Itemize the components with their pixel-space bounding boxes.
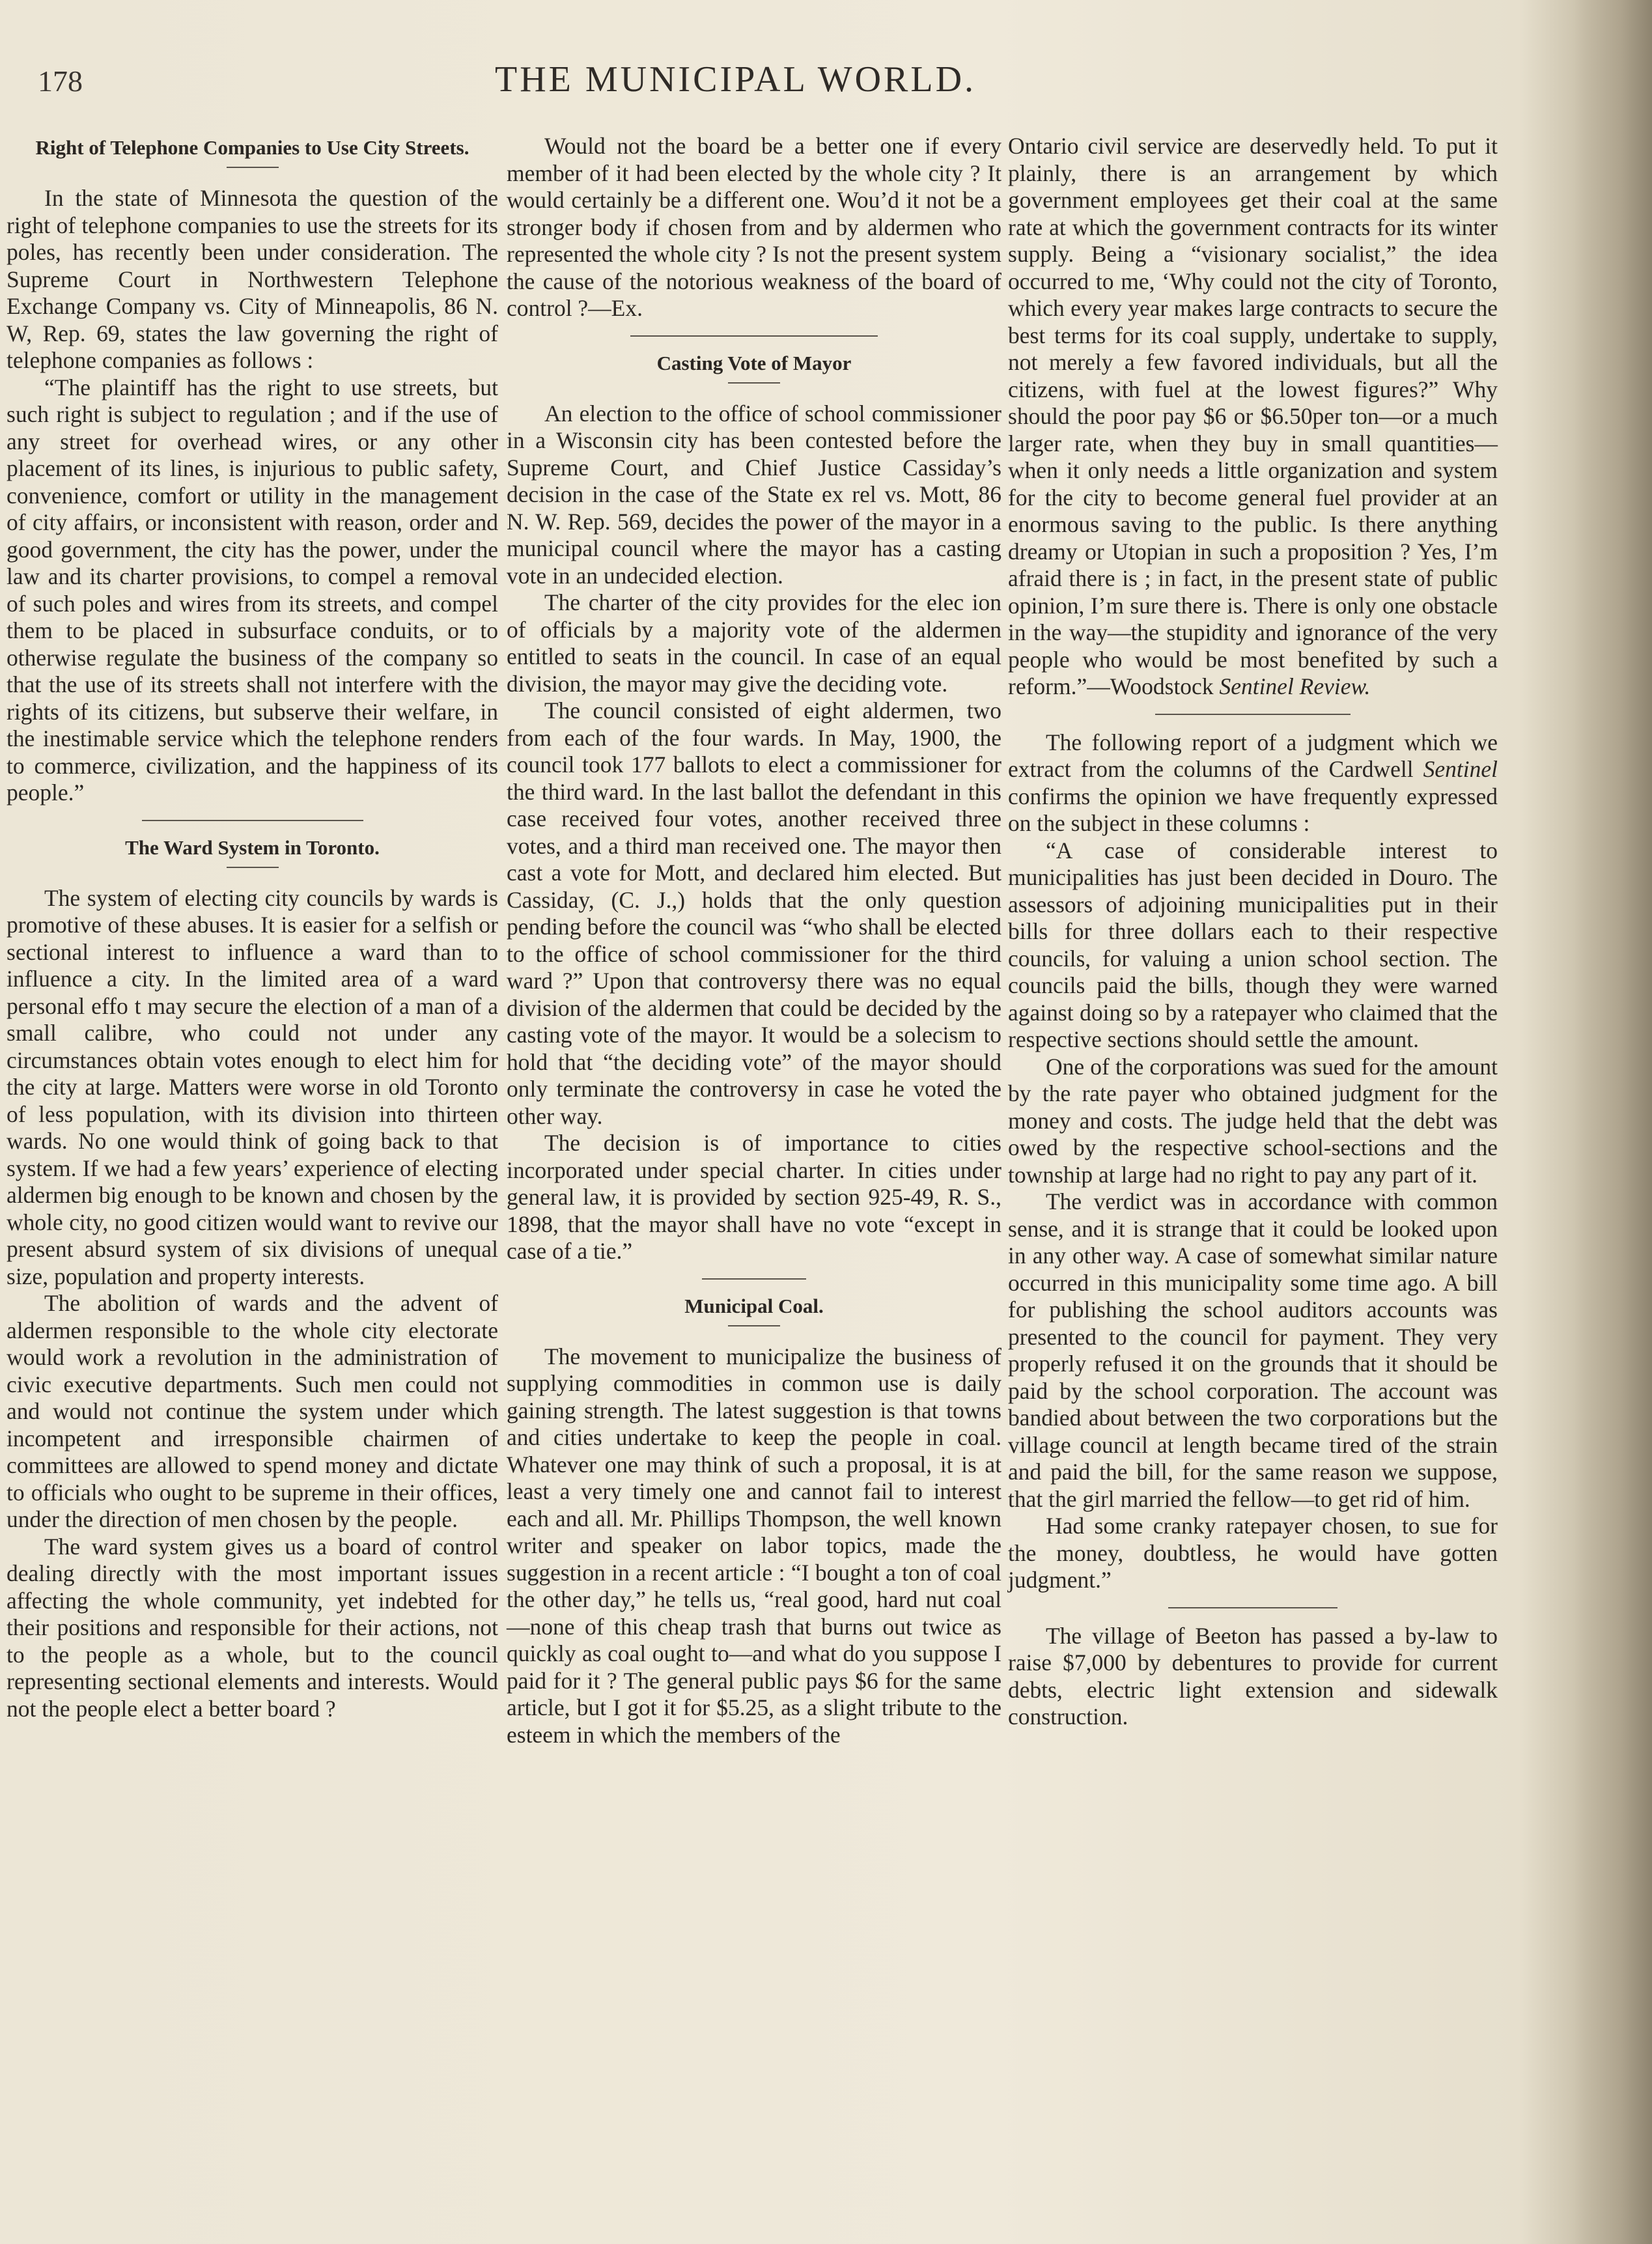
page-header (0, 59, 1652, 117)
section-divider (1155, 714, 1351, 715)
article-paragraph: The abolition of wards and the advent of aldermen responsible to the whole city electorate would work a revolution in the administration of civic executive departments. Such men could not and would not continue the system under which incompetent and irresponsible chairmen of committees are allowed to spend money and dictate to officials who ought to be supreme in their offices, under the direction of men chosen by the people. (7, 1290, 498, 1532)
page-number: 178 (38, 64, 83, 98)
section-divider (630, 335, 878, 337)
short-divider (728, 1325, 780, 1326)
source-citation: Sentinel Review. (1219, 673, 1371, 699)
column-3 (1008, 133, 1498, 1731)
article-paragraph: “A case of considerable interest to municipalities has just been decided in Douro. The assessors of adjoining municipalities put in their bills for three dollars each to their respective councils, for valuing a union school section. The councils paid the bills, though they were warned against doing so by a ratepayer who claimed that the respective sections should settle the amount. (1008, 837, 1498, 1052)
article-paragraph: The council consisted of eight aldermen, two from each of the four wards. In May, 1900, the council took 177 ballots to elect a commissioner for the third ward. In the last ballot the defendant in this case received four votes, another received three votes, and a third man received one. The mayor then cast a vote for Mott, and declared him elected. But Cassiday, (C. J.,) holds that the only question pending before the council was “who shall be elected to the office of school commissioner for the third ward ?” Upon that controversy there was no equal division of the aldermen that could be decided by the casting vote of the mayor. It would be a solecism to hold that “the deciding vote” of the mayor should only terminate the controversy in case he voted the other way. (507, 697, 1001, 1129)
article-heading: Municipal Coal. (684, 1294, 824, 1317)
article-paragraph: An election to the office of school commissioner in a Wisconsin city has been contested before the Supreme Court, and Chief Justice Cassiday’s decision in the case of the State ex rel vs. Mott, 86 N. W. Rep. 569, decides the power of the mayor in a municipal council where the mayor has a casting vote in an undecided election. (507, 400, 1001, 589)
source-citation: Sentinel (1423, 756, 1498, 782)
short-divider (227, 867, 279, 868)
article-heading: The Ward System in Toronto. (125, 835, 380, 859)
section-divider (1168, 1607, 1337, 1608)
column-2 (507, 133, 1001, 1748)
article-paragraph: The verdict was in accordance with common sense, and it is strange that it could be looked upon in any other way. A case of somewhat similar nature occurred in this municipality some time ago. A bill for publishing the school auditors accounts was presented to the council for payment. They very properly refused it on the grounds that it should be paid by the school corporation. The account was bandied about between the two corporations but the village council at length became tired of the strain and paid the bill, for the same reason we suppose, that the girl married the fellow—to get rid of him. (1008, 1188, 1498, 1512)
article-paragraph: “The plaintiff has the right to use streets, but such right is subject to regulation ; and if the use of any street for overhead wires, or any other placement of its lines, is injurious to public safety, convenience, comfort or utility in the management of city affairs, or inconsistent with reason, order and good government, the city has the power, under the law and its charter provisions, to compel a removal of such poles and wires from its streets, and compel them to be placed in subsurface conduits, or to otherwise regulate the business of the company so that the use of its streets shall not interfere with the rights of its citizens, but subserve their welfare, in the inestimable service which the telephone renders to commerce, civilization, and the happiness of its people.” (7, 374, 498, 806)
article-paragraph: The ward system gives us a board of control dealing directly with the most important issues affecting the whole community, yet indebted for their positions and responsible for their actions, not to the people as a whole, but to the council representing sectional elements and interests. Would not the people elect a better board ? (7, 1533, 498, 1722)
page-edge-shadow (1574, 0, 1652, 2244)
article-paragraph: The system of electing city councils by wards is promotive of these abuses. It is easier for a selfish or sectional interest to influence a ward than to influence a city. In the limited area of a ward personal effo t may secure the election of a man of a small calibre, who could not under any circumstances obtain votes enough to elect him for the city at large. Matters were worse in old Toronto of less population, with its division into thirteen wards. No one would think of going back to that system. If we had a few years’ experience of electing aldermen big enough to be known and chosen by the whole city, no good citizen would want to revive our present absurd system of six divisions of unequal size, population and property interests. (7, 884, 498, 1289)
publication-title: THE MUNICIPAL WORLD. (495, 59, 977, 100)
article-heading: Right of Telephone Companies to Use City Streets. (35, 136, 469, 159)
article-paragraph: In the state of Minnesota the question of the right of telephone companies to use the streets for its poles, has recently been under consideration. The Supreme Court in Northwestern Telephone Exchange Company vs. City of Minneapolis, 86 N. W, Rep. 69, states the law governing the right of telephone companies as follows : (7, 185, 498, 373)
article-paragraph: Would not the board be a better one if every member of it had been elected by the whole city ? It would certainly be a different one. Wou’d it not be a stronger body if chosen from and by aldermen who represented the whole city ? Is not the present system the cause of the notorious weakness of the board of control ?—Ex. (507, 133, 1001, 321)
article-paragraph (1008, 729, 1498, 837)
short-divider (227, 167, 279, 168)
article-paragraph: The charter of the city provides for the elec ion of officials by a majority vote of the aldermen entitled to seats in the council. In case of an equal division, the mayor may give the deciding vote. (507, 589, 1001, 697)
article-text: Ontario civil service are deservedly held. To put it plainly, there is an arrangement by which government employees get their coal at the same rate at which the government contracts for its winter supply. Being a “visionary socialist,” the idea occurred to me, ‘Why could not the city of Toronto, which every year makes large contracts to secure the best terms for its coal supply, undertake to supply, not merely a few favored individuals, but all the citizens, with fuel at the lowest figures?” Why should the poor pay $6 or $6.50per ton—or a much larger rate, when they buy in small quantities—when it only needs a little organization and system for the city to become general fuel provider at an enormous saving to the public. Is there anything dreamy or Utopian in such a proposition ? Yes, I’m afraid there is ; in fact, in the present state of public opinion, I’m sure there is. There is only one obstacle in the way—the stupidity and ignorance of the very people who would be most benefited by such a reform.”—Woodstock (1008, 133, 1498, 699)
article-text: The following report of a judgment which we extract from the columns of the Cardwell (1008, 729, 1498, 782)
article-paragraph: The decision is of importance to cities incorporated under special charter. In cities under general law, it is provided by section 925-49, R. S., 1898, that the mayor shall have no vote “except in case of a tie.” (507, 1130, 1001, 1264)
article-paragraph: Had some cranky ratepayer chosen, to sue for the money, doubtless, he would have gotten judgment.” (1008, 1513, 1498, 1593)
short-divider (728, 382, 780, 384)
section-divider (142, 820, 363, 821)
article-paragraph (1008, 133, 1498, 701)
article-paragraph: The movement to municipalize the business of supplying commodities in common use is daily gaining strength. The latest suggestion is that towns and cities undertake to keep the people in coal. Whatever one may think of such a proposal, it is at least a very timely one and cannot fail to interest each and all. Mr. Phillips Thompson, the well known writer and speaker on labor topics, made the suggestion in a recent article : “I bought a ton of coal the other day,” he tells us, “real good, hard nut coal—none of this cheap trash that burns out twice as quickly as coal ought to—and what do you suppose I paid for it ? The general public pays $6 for the same article, but I got it for $5.25, as a slight tribute to the esteem in which the members of the (507, 1343, 1001, 1748)
article-heading: Casting Vote of Mayor (656, 351, 852, 374)
article-paragraph: One of the corporations was sued for the amount by the rate payer who obtained judgment for the money and costs. The judge held that the debt was owed by the respective school-sections and the township at large had no right to pay any part of it. (1008, 1053, 1498, 1188)
section-divider (702, 1278, 806, 1280)
article-paragraph: The village of Beeton has passed a by-law to raise $7,000 by debentures to provide for current debts, electric light extension and sidewalk construction. (1008, 1622, 1498, 1730)
article-text: confirms the opinion we have frequently expressed on the subject in these columns : (1008, 783, 1498, 836)
column-1 (7, 133, 498, 1722)
